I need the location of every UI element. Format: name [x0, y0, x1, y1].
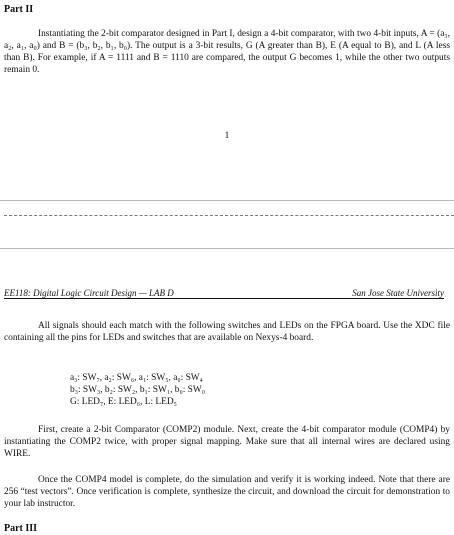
pin-mapping-outputs: G: LED₇, E: LED₆, L: LED₅	[70, 397, 177, 407]
page-top-rule	[0, 248, 454, 249]
page-bottom-rule	[0, 200, 454, 201]
page-break-divider	[4, 215, 454, 216]
section-title-part2: Part II	[4, 4, 34, 15]
running-header-course: EE118: Digital Logic Circuit Design — LAB D	[4, 288, 174, 298]
pin-mapping-a: a₃: SW₇, a₂: SW₆, a₁: SW₅, a₀: SW₄	[70, 373, 203, 383]
part2-intro-paragraph: Instantiating the 2-bit comparator designed in Part I, design a 4-bit comparator, with two 4-bit inputs, A = (a₃, a₂, a₁, a₀) and B = (b₃, b₂, b₁, b₀). The output is a 3-bit results, G (A greater than B), E (A equal to B), and L (A less than B). For example, if A = 1111 and B = 1110 are compared, the output G becomes 1, while the other two outputs remain 0.	[4, 29, 450, 75]
pin-mapping-b: b₃: SW₃, b₂: SW₂, b₁: SW₁, b₀: SW₀	[70, 385, 206, 395]
comp-module-paragraph: First, create a 2-bit Comparator (COMP2) module. Next, create the 4-bit comparator module (COMP4) by instantiating the COMP2 twice, with proper signal mapping. Make sure that all internal wires are declared using WIRE.	[4, 425, 450, 459]
page-number: 1	[224, 131, 230, 141]
running-header-university: San Jose State University	[352, 288, 444, 298]
signal-mapping-intro-paragraph: All signals should each match with the following switches and LEDs on the FPGA board. Use the XDC file containing all the pins for LEDs and switches that are available on Nexys-4 board.	[4, 321, 450, 343]
pin-mapping-list	[70, 372, 205, 408]
section-title-part3: Part III	[4, 523, 38, 534]
verification-paragraph: Once the COMP4 model is complete, do the simulation and verify it is working indeed. Note that there are 256 “test vectors”. Once verification is complete, synthesize the circuit, and download the circuit for demonstration to your lab instructor.	[4, 475, 450, 509]
header-underline	[4, 298, 444, 299]
